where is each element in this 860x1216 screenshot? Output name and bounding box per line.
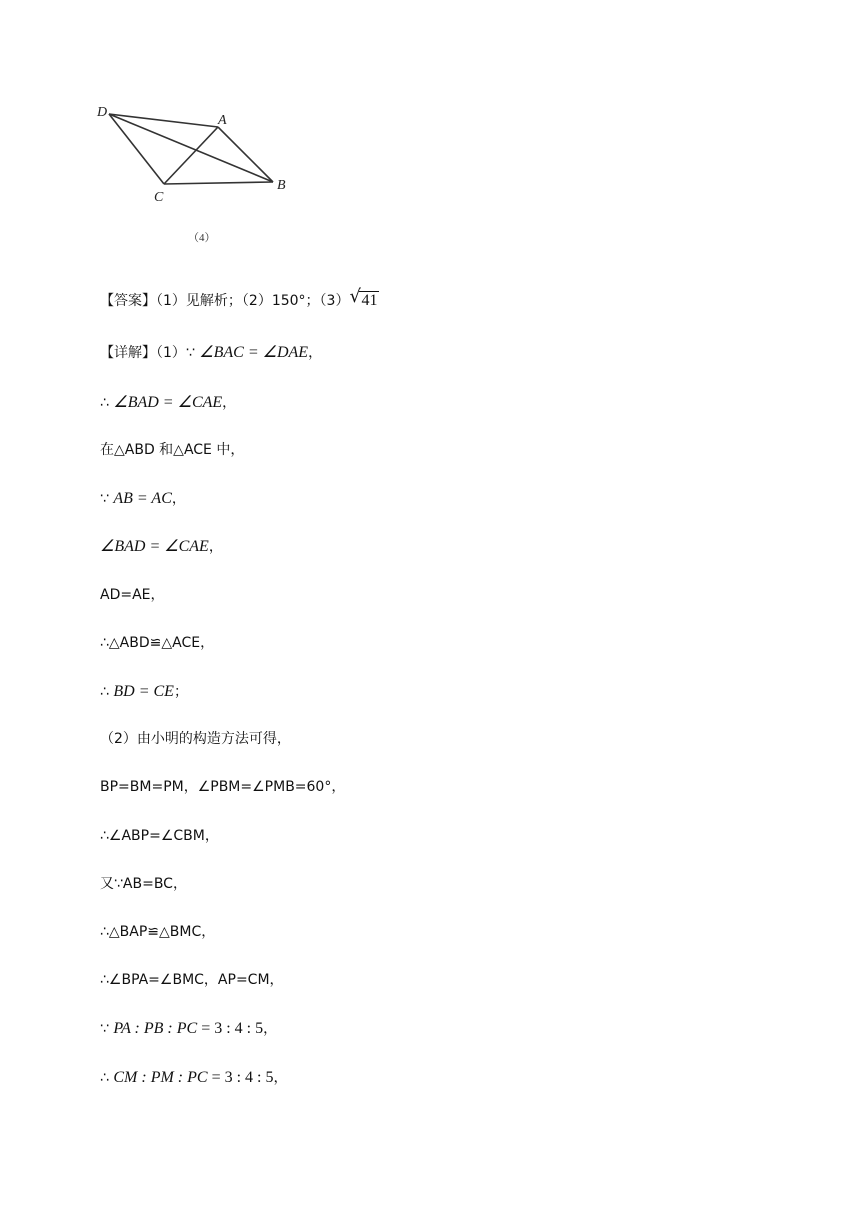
punctuation: ， — [273, 1070, 288, 1086]
punctuation: ， — [222, 395, 237, 411]
sqrt-expression — [349, 286, 379, 312]
detail-line-6: AD=AE， — [100, 587, 165, 603]
answer-label: 【答案】 — [100, 293, 156, 309]
math-expression: PA : PB : PC — [113, 1020, 198, 1037]
answer-line — [100, 286, 379, 312]
detail-line-1 — [100, 341, 322, 364]
ratio-values: = 3 : 4 : 5 — [207, 1069, 274, 1086]
because-prefix: ∵ — [100, 491, 114, 507]
detail-label: 【详解】 — [100, 345, 156, 361]
sqrt-value: 41 — [361, 292, 378, 309]
point-label-B: B — [277, 178, 286, 193]
segment-CD — [109, 114, 164, 184]
punctuation: ， — [208, 539, 223, 555]
detail-line-9: （2）由小明的构造方法可得， — [100, 731, 291, 747]
geometry-figure — [96, 100, 306, 250]
detail-line-7: ∴△ABD≌△ACE， — [100, 635, 215, 651]
detail-line-13: ∴△BAP≌△BMC， — [100, 924, 216, 940]
point-label-C: C — [154, 190, 164, 205]
math-expression: AB = AC — [113, 490, 172, 507]
segment-AB — [218, 127, 273, 182]
detail-line-16 — [100, 1066, 287, 1089]
detail-line-4 — [100, 487, 186, 510]
segment-BC — [164, 182, 273, 184]
punctuation: ； — [173, 684, 188, 700]
therefore-prefix: ∴ — [100, 684, 114, 700]
detail-line-14: ∴∠BPA=∠BMC，AP=CM， — [100, 972, 284, 988]
math-expression: BD = CE — [113, 683, 174, 700]
because-prefix: ∵ — [100, 1021, 114, 1037]
math-expression: ∠BAD = ∠CAE — [100, 538, 209, 555]
detail-line-15 — [100, 1017, 277, 1040]
therefore-prefix: ∴ — [100, 1070, 114, 1086]
punctuation: ， — [171, 491, 186, 507]
detail-line-5 — [100, 535, 223, 558]
detail-line-10: BP=BM=PM，∠PBM=∠PMB=60°， — [100, 779, 346, 795]
point-label-A: A — [218, 113, 227, 128]
because-prefix: （1）∵ — [156, 345, 200, 361]
ratio-values: = 3 : 4 : 5 — [197, 1020, 264, 1037]
detail-line-2 — [100, 391, 236, 414]
sqrt-icon: √ — [349, 286, 361, 307]
figure-caption: （4） — [188, 232, 216, 244]
point-label-D: D — [97, 105, 108, 120]
punctuation: ， — [308, 345, 323, 361]
math-expression: ∠BAC = ∠DAE — [199, 344, 309, 361]
detail-line-8 — [100, 680, 188, 703]
punctuation: ， — [263, 1021, 278, 1037]
therefore-prefix: ∴ — [100, 395, 114, 411]
math-expression: ∠BAD = ∠CAE — [113, 394, 223, 411]
quadrilateral-diagram — [96, 100, 306, 250]
answer-text: （1）见解析；（2）150°；（3） — [156, 293, 350, 309]
math-expression: CM : PM : PC — [113, 1069, 208, 1086]
detail-line-3: 在△ABD 和△ACE 中， — [100, 442, 245, 458]
detail-line-12: 又∵AB=BC， — [100, 876, 187, 892]
detail-line-11: ∴∠ABP=∠CBM， — [100, 828, 219, 844]
